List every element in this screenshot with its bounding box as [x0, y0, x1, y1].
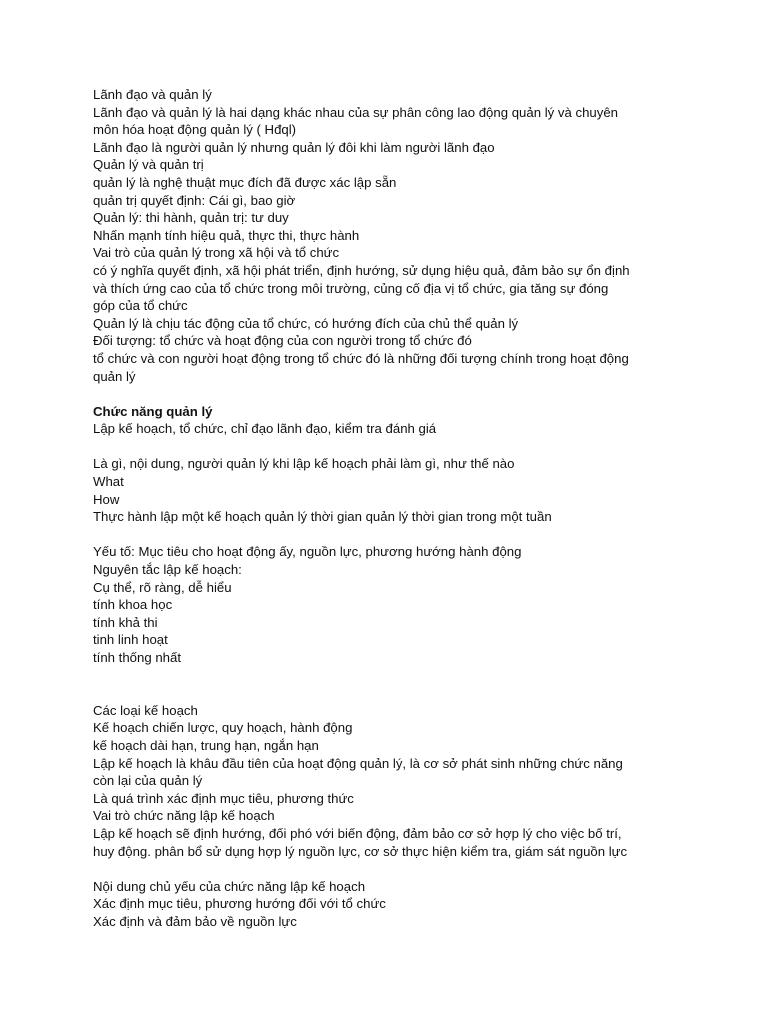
text-line: Quản lý là chịu tác động của tổ chức, có hướng đích của chủ thể quản lý: [93, 315, 519, 331]
text-line: Cụ thể, rõ ràng, dễ hiểu: [93, 579, 232, 595]
text-line: Lãnh đạo và quản lý là hai dạng khác nhau của sự phân công lao động quản lý và chuyên: [93, 104, 619, 120]
section-heading: Chức năng quản lý: [93, 403, 213, 419]
text-line: Xác định mục tiêu, phương hướng đối với tổ chức: [93, 896, 386, 912]
text-line: tính thống nhất: [93, 650, 181, 665]
text-line: Nhấn mạnh tính hiệu quả, thực thi, thực hành: [93, 227, 360, 243]
text-line: What: [93, 474, 124, 490]
text-line: Lãnh đạo và quản lý: [93, 87, 212, 102]
text-line: quản lý là nghệ thuật mục đích đã được xác lập sẵn: [93, 174, 397, 190]
text-line: huy động. phân bổ sử dụng hợp lý nguồn lực, cơ sở thực hiện kiểm tra, giám sát nguồn lực: [93, 843, 628, 859]
text-line: tinh linh hoạt: [93, 632, 168, 648]
text-line: có ý nghĩa quyết định, xã hội phát triển, định hướng, sử dụng hiệu quả, đảm bảo sự ổn định: [93, 262, 630, 278]
text-line: góp của tổ chức: [93, 298, 188, 314]
blank-line: [93, 385, 683, 403]
text-line: Lập kế hoạch là khâu đầu tiên của hoạt động quản lý, là cơ sở phát sinh những chức năng: [93, 755, 623, 771]
blank-line: [93, 438, 683, 456]
text-line: Nguyên tắc lập kế hoạch:: [93, 562, 242, 578]
text-line: môn hóa hoạt động quản lý ( Hđql): [93, 122, 297, 138]
blank-line: [93, 667, 683, 702]
text-line: Các loại kế hoạch: [93, 702, 198, 718]
text-line: Đối tượng: tổ chức và hoạt động của con người trong tổ chức đó: [93, 333, 472, 349]
text-line: Xác định và đảm bảo về nguồn lực: [93, 913, 297, 929]
text-line: Lập kế hoạch sẽ định hướng, đối phó với biến động, đảm bảo cơ sở hợp lý cho việc bố trí,: [93, 825, 622, 841]
text-line: quản trị quyết định: Cái gì, bao giờ: [93, 192, 296, 208]
text-line: Là quá trình xác định mục tiêu, phương thức: [93, 790, 354, 806]
text-line: và thích ứng cao của tổ chức trong môi trường, củng cố địa vị tổ chức, gia tăng sự đóng: [93, 280, 609, 296]
text-line: Quản lý: thi hành, quản trị: tư duy: [93, 210, 289, 226]
text-line: Yếu tố: Mục tiêu cho hoạt động ấy, nguồn lực, phương hướng hành động: [93, 544, 522, 560]
blank-line: [93, 526, 683, 544]
text-line: Lập kế hoạch, tổ chức, chỉ đạo lãnh đạo, kiểm tra đánh giá: [93, 421, 437, 437]
text-line: Lãnh đạo là người quản lý nhưng quản lý đôi khi làm người lãnh đạo: [93, 139, 495, 155]
text-line: kế hoạch dài hạn, trung hạn, ngắn hạn: [93, 737, 319, 753]
text-line: tổ chức và con người hoạt động trong tổ chức đó là những đối tượng chính trong hoạt động: [93, 350, 629, 366]
text-line: tính khả thi: [93, 614, 158, 630]
text-line: Nội dung chủ yếu của chức năng lập kế hoạch: [93, 878, 366, 894]
text-line: Thực hành lập một kế hoạch quản lý thời gian quản lý thời gian trong một tuần: [93, 509, 552, 525]
text-line: How: [93, 491, 120, 507]
document-body: [93, 86, 683, 931]
blank-line: [93, 860, 683, 878]
text-line: Là gì, nội dung, người quản lý khi lập kế hoạch phải làm gì, như thế nào: [93, 456, 515, 472]
text-line: Kế hoạch chiến lược, quy hoạch, hành động: [93, 720, 353, 736]
text-line: Vai trò của quản lý trong xã hội và tổ chức: [93, 245, 340, 261]
text-line: Quản lý và quản trị: [93, 157, 204, 173]
text-line: quản lý: [93, 368, 136, 384]
text-line: Vai trò chức năng lập kế hoạch: [93, 808, 275, 824]
text-line: còn lại của quản lý: [93, 773, 203, 789]
text-line: tính khoa học: [93, 597, 173, 613]
